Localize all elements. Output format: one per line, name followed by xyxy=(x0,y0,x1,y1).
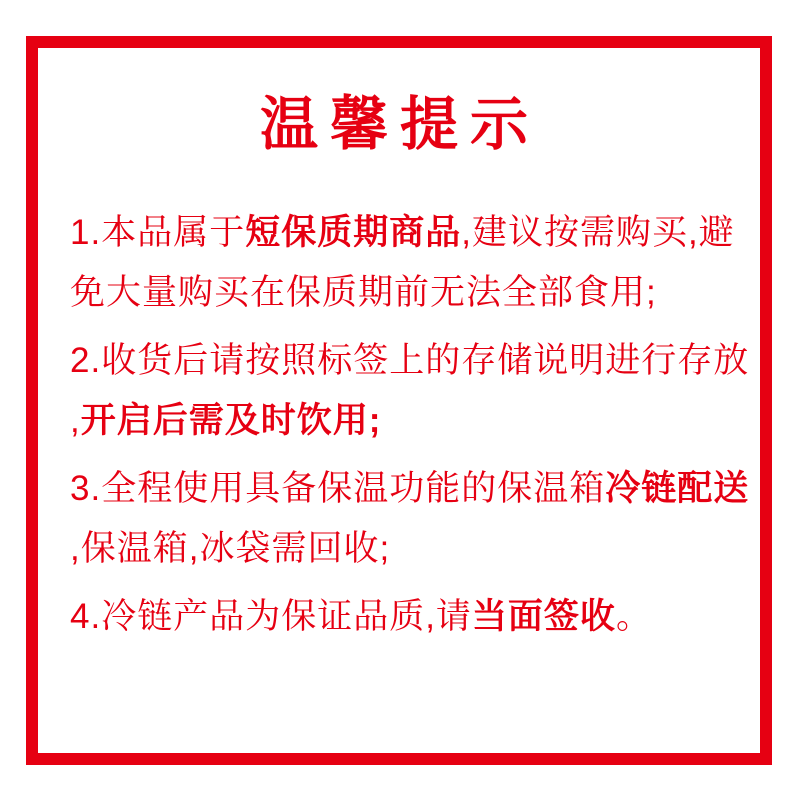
notice-title: 温馨提示 xyxy=(259,92,540,157)
text-segment: , xyxy=(70,401,81,440)
text-segment-bold: 开启后需及时饮用; xyxy=(80,401,382,440)
text-segment: ,保温箱,冰袋需回收; xyxy=(70,529,391,568)
notice-paragraph-4 xyxy=(70,587,749,647)
text-segment: 4.冷链产品为保证品质,请 xyxy=(70,597,472,636)
notice-paragraph-1 xyxy=(70,203,749,323)
notice-line xyxy=(70,391,749,451)
notice-paragraph-2 xyxy=(70,331,749,451)
text-segment-bold: 短保质期商品 xyxy=(245,213,462,252)
text-segment: 免大量购买在保质期前无法全部食用; xyxy=(70,273,657,312)
text-segment-bold: 当面签收 xyxy=(471,597,616,636)
text-segment: 3.全程使用具备保温功能的保温箱 xyxy=(70,469,606,508)
notice-line xyxy=(70,519,749,579)
text-segment: 1.本品属于 xyxy=(70,213,246,252)
text-segment: 。 xyxy=(615,597,652,636)
notice-line xyxy=(70,587,749,647)
notice-line xyxy=(70,459,749,519)
notice-line xyxy=(70,331,749,391)
notice-line xyxy=(70,263,749,323)
notice-body xyxy=(70,203,749,647)
text-segment: ,建议按需购买,避 xyxy=(461,213,735,252)
notice-line xyxy=(70,203,749,263)
text-segment: 2.收货后请按照标签上的存储说明进行存放 xyxy=(70,341,750,380)
notice-paragraph-3 xyxy=(70,459,749,579)
text-segment-bold: 冷链配送 xyxy=(605,469,750,508)
